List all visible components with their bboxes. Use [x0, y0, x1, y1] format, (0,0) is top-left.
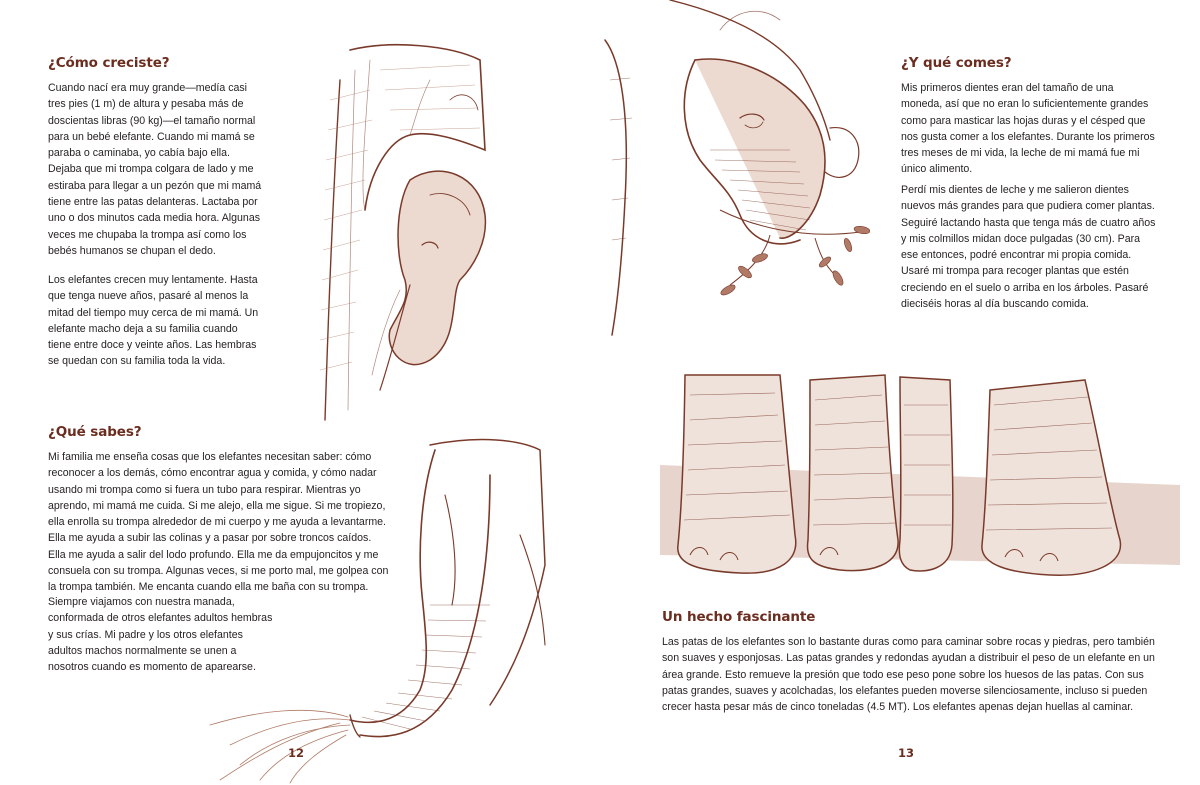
paragraph-que-comes-1: Mis primeros dientes eran del tamaño de una moneda, así que no eran lo suficientemente grandes como para masticar las hojas duras y el césped que nos gusta comer a los elefantes. Durante los primeros tres meses de mi vida, la leche de mi mamá fue mi único alimento. — [901, 82, 1155, 176]
paragraph-un-hecho-fascinante: Las patas de los elefantes son lo bastante duras como para caminar sobre rocas y piedras, pero también son suaves y esponjosas. Las patas grandes y redondas ayudan a distribuir el peso de un elefante en un área grande. Esto remueve la presión que todo ese peso pone sobre los huesos de las patas. Con sus patas grandes, suaves y acolchadas, los elefantes pueden moverse silenciosamente, incluso si pueden crecer hasta pesar más de cinco toneladas (4.5 MT). Los elefantes apenas dejan huellas al caminar. — [662, 636, 1155, 714]
heading-que-sabes: ¿Qué sabes? — [48, 424, 142, 440]
right-page — [600, 0, 1200, 785]
paragraph-como-creciste-2: Los elefantes crecen muy lentamente. Hasta que tenga nueve años, pasaré al menos la mitad del tiempo muy cerca de mi mamá. Un elefante macho deja a su familia cuando tiene entre doce y veinte años. Las hembras se quedan con su familia toda la vida. — [48, 274, 259, 368]
heading-como-creciste: ¿Cómo creciste? — [48, 55, 170, 71]
page-number-right: 13 — [898, 746, 915, 760]
elephant-feet-illustration — [660, 365, 1180, 590]
heading-que-comes: ¿Y qué comes? — [901, 55, 1012, 71]
calf-eating-leaves-illustration — [600, 0, 870, 340]
paragraph-como-creciste-1: Cuando nací era muy grande—medía casi tres pies (1 m) de altura y pesaba más de doscientas libras (90 kg)—el tamaño normal para un bebé elefante. Cuando mi mamá se paraba o caminaba, yo cabía bajo ella. Dejaba que mi trompa colgara de lado y me estiraba para llegar a un pezón que mi mamá tiene entre las patas delanteras. Lactaba por uno o dos minutos cada media hora. Algunas veces me chupaba la trompa así como los bebés humanos se chupan el dedo. — [48, 82, 262, 257]
paragraph-que-sabes-2: Siempre viajamos con nuestra manada, conformada de otros elefantes adultos hembras y sus crías. Mi padre y los otros elefantes adultos machos normalmente se unen a nosotros cuando es momento de aparearse. — [48, 596, 273, 674]
paragraph-que-sabes-1: Mi familia me enseña cosas que los elefantes necesitan saber: cómo reconocer a los demás, cómo encontrar agua y comida, y cómo nadar usando mi trompa como si fuera un tubo para respirar. Mientras yo aprendo, mi mamá me cuida. Si me alejo, ella me sigue. Si me tropiezo, ella enrolla su trompa alrededor de mi cuerpo y me ayuda a levantarme. Ella me ayuda a subir las colinas y a pasar por sobre troncos caídos. Ella me ayuda a salir del lodo profundo. Ella me da empujoncitos y me consuela con su trompa. Algunas veces, si me porto mal, me golpea con la trompa también. Me encanta cuando ella me baña con su trompa. — [48, 451, 389, 594]
heading-un-hecho-fascinante: Un hecho fascinante — [662, 609, 816, 625]
paragraph-que-comes-2: Perdí mis dientes de leche y me salieron dientes nuevos más grandes para que pudiera comer plantas. Seguiré lactando hasta que tenga más de cuatro años y mis colmillos midan doce pulgadas (30 cm). Para ese entonces, podré encontrar mi propia comida. Usaré mi trompa para recoger plantas que estén creciendo en el suelo o arriba en los árboles. Pasaré dieciséis horas al día buscando comida. — [901, 184, 1156, 311]
page-number-left: 12 — [288, 746, 305, 760]
nursing-calf-illustration — [310, 40, 490, 435]
